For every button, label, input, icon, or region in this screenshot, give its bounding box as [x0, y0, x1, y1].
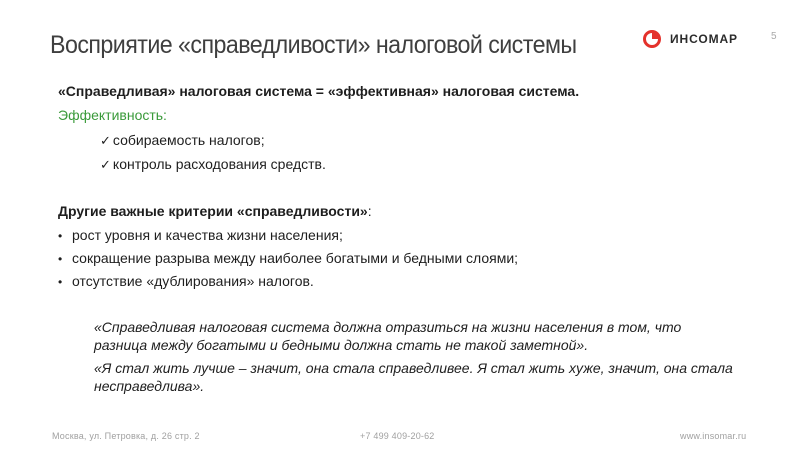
section2-heading-text: Другие важные критерии «справедливости»: [58, 203, 368, 219]
check-item-label: контроль расходования средств.: [112, 156, 326, 172]
bullet-item-label: отсутствие «дублирования» налогов.: [72, 273, 314, 289]
bullet-list-item: [58, 273, 314, 289]
slide-title: Восприятие «справедливости» налоговой системы: [50, 31, 577, 59]
bullet-icon: •: [58, 252, 63, 266]
page-number: 5: [771, 31, 777, 42]
logo: [642, 28, 738, 50]
footer-phone: +7 499 409-20-62: [360, 431, 435, 441]
checkmark-icon: ✓: [100, 134, 111, 149]
quote-2: «Я стал жить лучше – значит, она стала справедливее. Я стал жить хуже, значит, она стала несправедлива».: [94, 360, 733, 394]
check-list-item: [100, 156, 326, 173]
bullet-list-item: [58, 227, 343, 243]
section2-heading: [58, 203, 372, 219]
quote-1: «Справедливая налоговая система должна отразиться на жизни населения в том, что разница между богатыми и бедными должна стать не такой заметной».: [94, 319, 682, 353]
check-list-item: [100, 132, 265, 149]
section1-heading: «Справедливая» налоговая система = «эффективная» налоговая система.: [58, 83, 580, 99]
logo-text: ИНСОМАР: [670, 32, 738, 46]
bullet-item-label: рост уровня и качества жизни населения;: [72, 227, 343, 243]
section2-heading-suffix: :: [367, 203, 372, 219]
footer-website: www.insomar.ru: [680, 431, 747, 441]
section1-subheading: Эффективность:: [58, 107, 167, 123]
check-item-label: собираемость налогов;: [112, 132, 265, 148]
bullet-icon: •: [58, 229, 63, 243]
insomar-logo-icon: [642, 29, 662, 49]
bullet-list-item: [58, 250, 518, 266]
bullet-item-label: сокращение разрыва между наиболее богатыми и бедными слоями;: [72, 250, 519, 266]
checkmark-icon: ✓: [100, 158, 111, 173]
footer-address: Москва, ул. Петровка, д. 26 стр. 2: [52, 431, 200, 441]
bullet-icon: •: [58, 275, 63, 289]
